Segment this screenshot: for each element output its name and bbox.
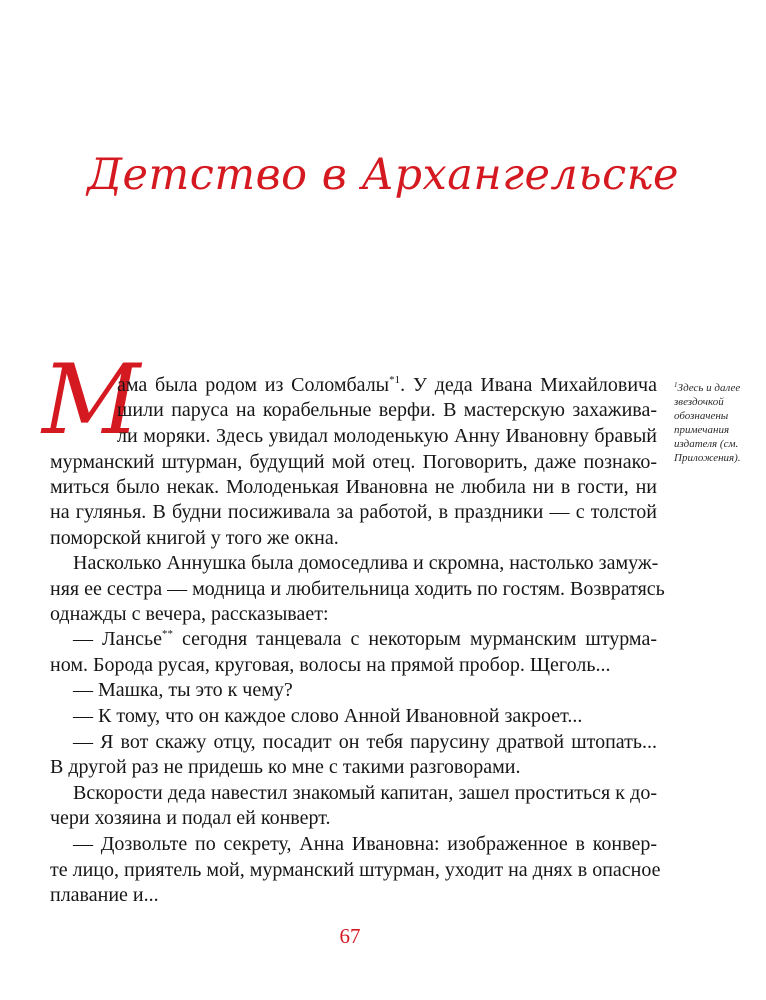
text-line: — К тому, что он каждое слово Анной Ивановной закроет... — [73, 705, 583, 727]
text-line: — Машка, ты это к чему? — [73, 679, 293, 701]
text-line: на гулянья. В будни посиживала за работой, в праздники — с толстой — [50, 501, 657, 523]
text-line: чери хозяина и подал ей конверт. — [50, 807, 331, 829]
text-line: ама была родом из Соломбалы$^{*1}$. У деда Ивана Михайловича — [117, 374, 657, 396]
page-number: 67 — [339, 924, 361, 948]
text-line: Вскорости деда навестил знакомый капитан, зашел проститься к до- — [73, 782, 657, 804]
text-line: однажды с вечера, рассказывает: — [50, 603, 329, 625]
text-line: — Лансье** сегодня танцевала с некоторым мурманским штурма- — [73, 628, 657, 650]
text-line: мурманский штурман, будущий мой отец. Поговорить, даже познако- — [50, 451, 657, 473]
drop-cap: М — [42, 344, 141, 456]
text-line: В другой раз не придешь ко мне с такими разговорами. — [50, 756, 521, 778]
text-line: Насколько Аннушка была домоседлива и скромна, настолько замуж- — [73, 552, 659, 574]
margin-footnote: $^1$Здесь и далее звездочкой обозначены примечания издателя (см. Приложения). — [674, 381, 741, 464]
text-line: ном. Борода русая, круговая, волосы на прямой пробор. Щеголь... — [50, 654, 611, 676]
text-line: плавание и... — [50, 884, 159, 906]
text-line: — Дозвольте по секрету, Анна Ивановна: изображенное в конвер- — [73, 833, 657, 855]
text-line: ли моряки. Здесь увидал молоденькую Анну Ивановну бравый — [117, 425, 657, 447]
chapter-title: Детство в Архангельске — [87, 150, 679, 200]
text-line: шили паруса на корабельные верфи. В мастерскую захажива- — [117, 399, 657, 421]
text-line: миться было некак. Молоденькая Ивановна не любила ни в гости, ни — [50, 476, 657, 498]
text-line: поморской книгой у того же окна. — [50, 527, 339, 549]
text-line: — Я вот скажу отцу, посадит он тебя парусину дратвой штопать... — [73, 731, 657, 753]
text-line: те лицо, приятель мой, мурманский штурман, уходит на днях в опасное — [50, 859, 661, 881]
text-line: няя ее сестра — модница и любительница ходить по гостям. Возвратясь — [50, 578, 665, 600]
